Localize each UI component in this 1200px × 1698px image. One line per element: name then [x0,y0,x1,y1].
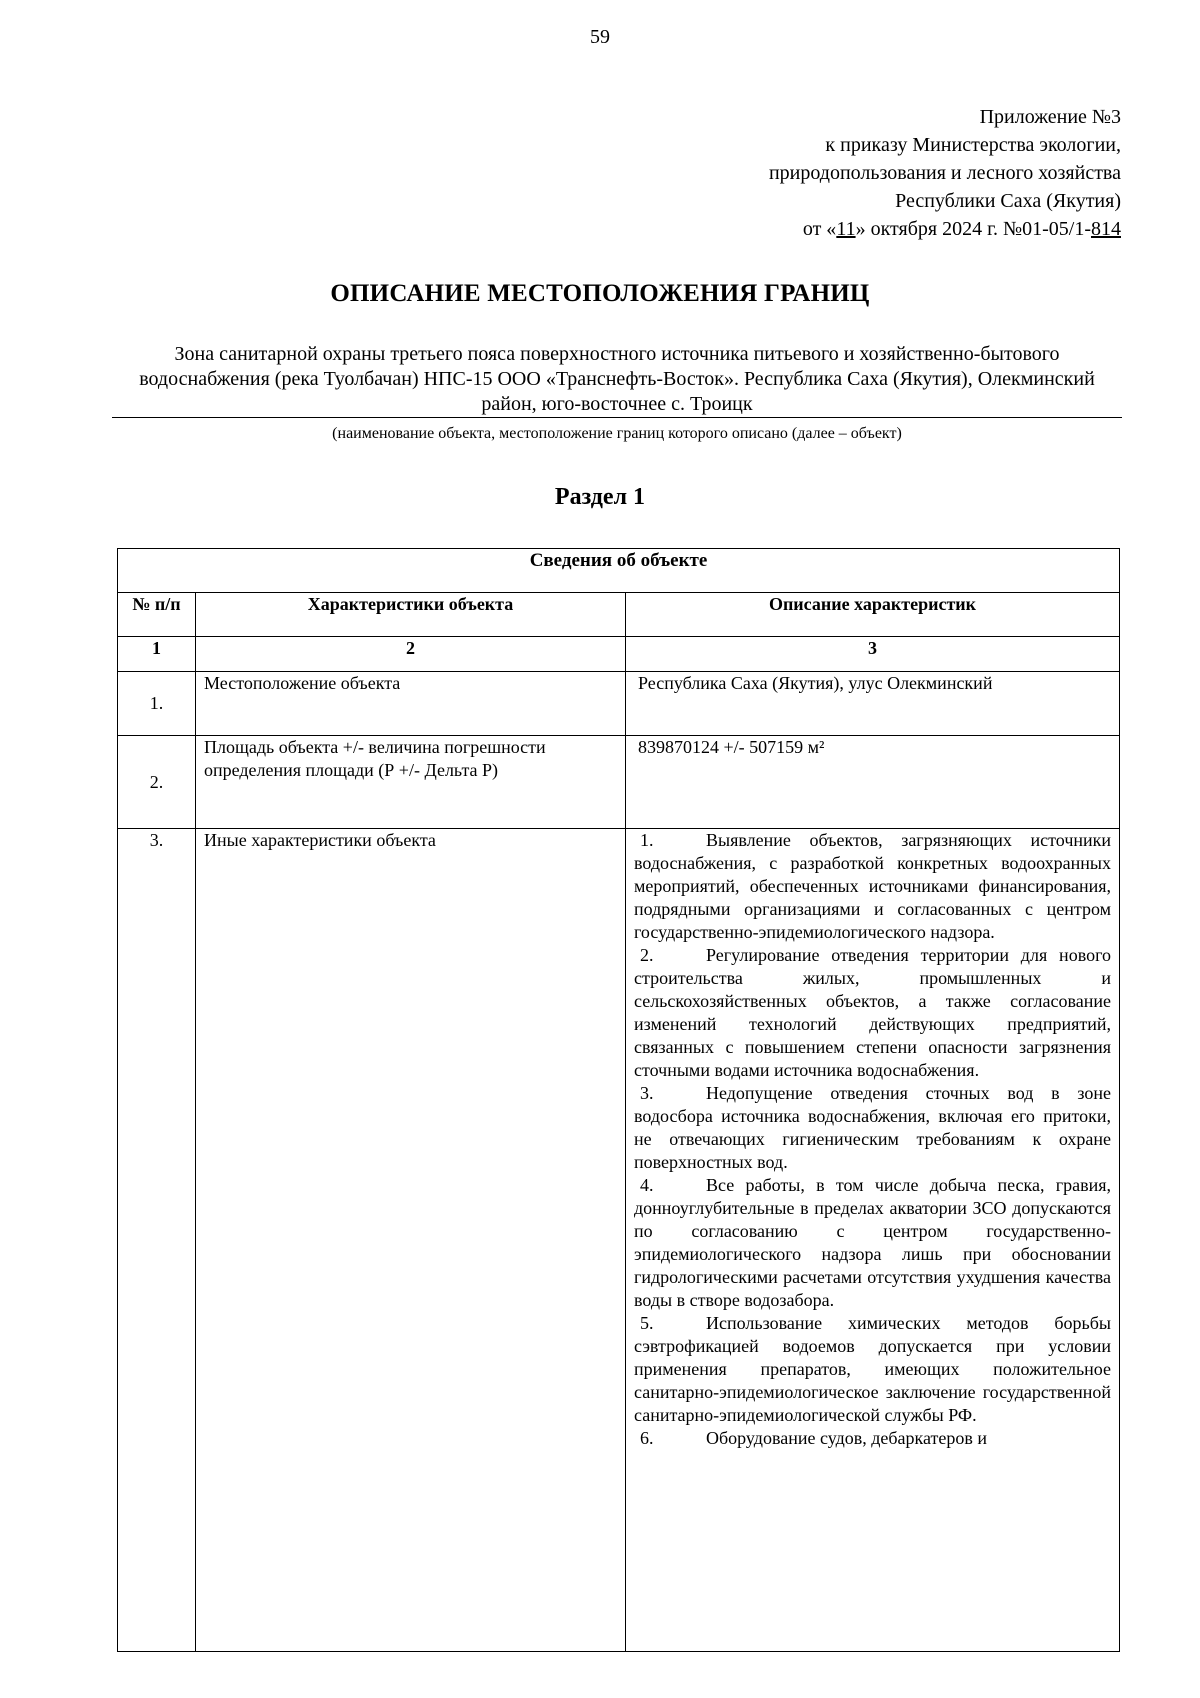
row-description-list [626,829,1120,1652]
list-item-text: Регулирование отведения территории для нового строительства жилых, промышленных и сельскохозяйственных объектов, а также согласование изменений технологий действующих предприятий, связанных с повышением степени опасности загрязнения сточными водами источника водоснабжения. [634,945,1112,1080]
row-number: 1. [118,672,196,736]
list-item [634,829,1111,944]
appendix-line: к приказу Министерства экологии, [825,134,1121,156]
list-item-text: Оборудование судов, дебаркатеров и [706,1428,988,1448]
header-cell-characteristic: Характеристики объекта [196,593,626,637]
list-item-number: 4. [640,1175,654,1195]
page-number: 59 [590,26,610,48]
list-item-number: 2. [640,945,654,965]
table-row [118,829,1120,1652]
object-info-table [117,548,1120,1652]
order-day: 11 [836,218,856,240]
date-prefix: от « [802,218,837,240]
list-item-text: Использование химических методов борьбы сэвтрофикацией водоемов допускается при условии применения препаратов, имеющих положительное санитарно-эпидемиологическое заключение государственной санитарно-эпидемиологической службы РФ. [634,1313,1112,1425]
appendix-header [561,103,1121,243]
header-cell-description: Описание характеристик [626,593,1120,637]
appendix-line: Приложение №3 [979,106,1121,128]
appendix-date-line [561,215,1121,243]
list-item [634,1427,1111,1450]
list-item-text: Выявление объектов, загрязняющих источники водоснабжения, с разработкой конкретных водоохранных мероприятий, обеспеченных источниками финансирования, подрядными организациями и согласованных с центром государственно-эпидемиологического надзора. [634,830,1112,942]
row-description [626,736,1120,829]
row-description [626,672,1120,736]
list-item [634,1174,1111,1312]
table-row [118,736,1120,829]
table-caption: Сведения об объекте [118,549,1120,593]
list-item-number: 5. [640,1313,654,1333]
order-number-suffix: 814 [1091,218,1121,240]
row-number: 3. [118,829,196,1652]
index-cell: 2 [196,637,626,672]
list-item [634,944,1111,1082]
date-middle: » октября 2024 г. №01-05/1- [855,218,1091,240]
list-item-number: 1. [640,830,654,850]
object-name: Зона санитарной охраны третьего пояса поверхностного источника питьевого и хозяйственно-бытового водоснабжения (река Туолбачан) НПС-15 ООО «Транснефть-Восток». Республика Саха (Якутия), Олекминский район, юго-восточнее с. Троицк [112,342,1122,418]
appendix-line: Республики Саха (Якутия) [895,190,1121,212]
row-characteristic: Площадь объекта +/- величина погрешности определения площади (Р +/- Дельта Р) [196,736,626,829]
list-item [634,1312,1111,1427]
row-characteristic: Местоположение объекта [196,672,626,736]
table-caption-row [118,549,1120,593]
list-item-text: Недопущение отведения сточных вод в зоне водосбора источника водоснабжения, включая его притоки, не отвечающих гигиеническим требованиям к охране поверхностных вод. [634,1083,1112,1172]
table-row [118,672,1120,736]
index-cell: 1 [118,637,196,672]
row-characteristic: Иные характеристики объекта [196,829,626,1652]
section-title: Раздел 1 [554,484,646,510]
list-item-number: 6. [640,1428,654,1448]
object-name-caption: (наименование объекта, местоположение границ которого описано (далее – объект) [332,425,902,442]
row-description-text: Республика Саха (Якутия), улус Олекминский [638,673,993,693]
index-cell: 3 [626,637,1120,672]
list-item [634,1082,1111,1174]
row-number: 2. [118,736,196,829]
row-description-text: 839870124 +/- 507159 м² [638,737,825,757]
table-index-row [118,637,1120,672]
document-title: ОПИСАНИЕ МЕСТОПОЛОЖЕНИЯ ГРАНИЦ [330,280,870,307]
table-header-row [118,593,1120,637]
appendix-line: природопользования и лесного хозяйства [768,162,1121,184]
list-item-text: Все работы, в том числе добыча песка, гравия, донноуглубительные в пределах акватории ЗСО допускаются по согласованию с центром государственно-эпидемиологического надзора лишь при обосновании гидрологическими расчетами отсутствия ухудшения качества воды в створе водозабора. [634,1175,1112,1310]
list-item-number: 3. [640,1083,654,1103]
header-cell-number: № п/п [118,593,196,637]
